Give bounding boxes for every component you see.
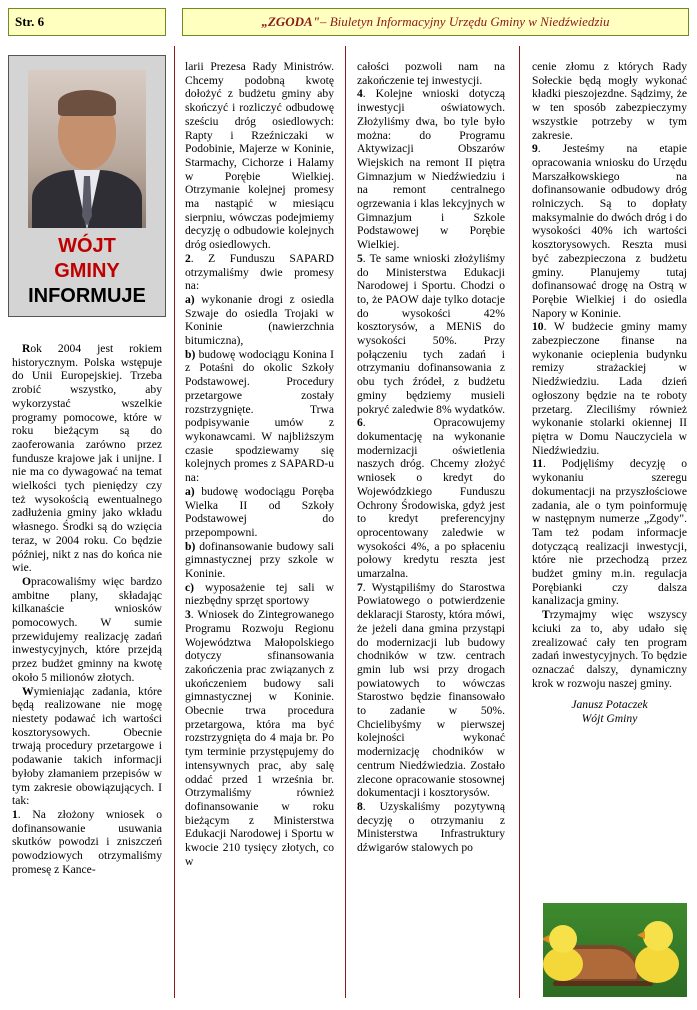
paragraph-text: pracowaliśmy więc bardzo ambitne plany, składając kilkanaście wniosków pomocowych. W sumie przewidujemy realizację zadań inwestycyjnych, które przejdą przez budżet gminny na kwotę około 5 milionów złotych.	[12, 574, 162, 684]
paragraph	[185, 60, 334, 252]
paragraph	[357, 800, 505, 855]
paragraph	[532, 608, 687, 690]
column-rule-2	[345, 46, 346, 998]
item-number: 5	[357, 251, 363, 265]
paragraph-text: ok 2004 jest rokiem historycznym. Polska wstępuje do Unii Europejskiej. Trzeba zrobić wszystko, aby wykorzystać wszelkie programy pomocowe, które w roku bieżącym są do zaoferowania zarówno przez fundusze krajowe jak i unijne. I nie ma co dywagować na temat wielkości tych pieniędzy czy też wysokością ewentualnego zadłużenia gminy jako wkładu własnego. Środki są do wzięcia teraz, w 2004 roku. Co będzie później, nikt z nas do końca nie wie.	[12, 342, 162, 575]
paragraph-text: . Kolejne wnioski dotyczą inwestycji oświatowych. Złożyliśmy dwa, bo tyle było można: do Programu Aktywizacji Obszarów Wiejskich na remont II piętra Gimnazjum w Niedźwiedziu i na remont centralnego ogrzewania i klas lekcyjnych w Gimnazjum i Szkole Podstawowej w Porębie Wielkiej.	[357, 87, 505, 252]
article-column-4	[532, 60, 687, 726]
item-number: b)	[185, 347, 196, 361]
page-number	[8, 8, 166, 36]
headline-title	[9, 234, 165, 309]
paragraph-lead-letter: R	[22, 342, 31, 355]
item-number: 6	[357, 416, 363, 430]
paragraph-lead-letter: T	[542, 608, 550, 622]
signature-name: Janusz Potaczek	[571, 698, 648, 712]
paragraph-text: . W budżecie gminy mamy zabezpieczone finanse na wykonanie ocieplenia budynku remizy strażackiej w Niedźwiedziu. Lada dzień ogłoszony będzie na te roboty przetarg. Zleciliśmy również wykonanie stolarki okiennej II piętra w Domu Nauczyciela w Niedźwiedziu.	[532, 320, 687, 457]
paragraph-text: . Opracowujemy dokumentację na wykonanie modernizacji oświetlenia naszych dróg. Chcemy złożyć wniosek o kredyt do Wojewódzkiego Funduszu Ochrony Środowiska, gdyż jest to kredyt preferencyjny oprocentowany zaledwie w wysokości 4%, a po spłaceniu połowy kredytu reszta jest umarzalna.	[357, 416, 505, 581]
paragraph-text: wykonanie drogi z osiedla Szwaje do osiedla Trojaki w Koninie (nawierzchnia bitumiczna),	[185, 292, 334, 348]
paragraph	[357, 87, 505, 251]
bulletin-name: „ZGODA"	[261, 14, 320, 29]
signature-role: Wójt Gminy	[581, 712, 638, 726]
paragraph-text: . Uzyskaliśmy pozytywną decyzję o otrzymaniu z Ministerstwa Infrastruktury dźwigarów stalowych po	[357, 799, 505, 855]
paragraph	[532, 142, 687, 320]
paragraph	[12, 808, 162, 877]
paragraph	[357, 60, 505, 87]
paragraph-text: . Na złożony wniosek o dofinansowanie usuwania skutków powodzi i zniszczeń powodziowych otrzymaliśmy promesę z Kance-	[12, 807, 162, 876]
paragraph	[12, 685, 162, 808]
paragraph-text: larii Prezesa Rady Ministrów. Chcemy podobną kwotę dołożyć z budżetu gminy aby skończyć i rozliczyć odbudowę sześciu dróg osiedlowych: Rapty i Rzeźniczaki w Podobinie, Majerze w Koninie, Starmachy, Cichorze i Halamy w Porębie Wielkiej. Otrzymanie kolejnej promesy ma nastąpić w miesiącu sierpniu, wówczas podejmiemy decyzję o odbudowie kolejnych dróg osiedlowych.	[185, 60, 334, 252]
paragraph	[185, 348, 334, 485]
paragraph-lead-letter: W	[22, 684, 34, 698]
paragraph-text: . Z Funduszu SAPARD otrzymaliśmy dwie promesy na:	[185, 251, 334, 293]
paragraph	[357, 581, 505, 800]
article-column-2	[185, 60, 334, 868]
paragraph	[532, 60, 687, 142]
headline-box	[8, 55, 166, 317]
paragraph-text: . Jesteśmy na etapie opracowania wniosku do Urzędu Marszałkowskiego na dofinansowanie odbudowy dróg rolniczych. Są to dopłaty maksymalnie do dwóch dróg i do wysokości 40% ich wartości kosztorysowych. Reszta musi być zabezpieczona z budżetu gminy. Planujemy tutaj dofinansować drogę na Ostrą w Porębie Wielkiej i do osiedla Napory w Koninie.	[532, 142, 687, 320]
paragraph	[185, 293, 334, 348]
paragraph	[185, 608, 334, 868]
bulletin-header	[182, 8, 689, 36]
paragraph	[532, 320, 687, 457]
paragraph	[185, 252, 334, 293]
item-number: c)	[185, 580, 195, 594]
item-number: 3	[185, 608, 191, 622]
article-column-1	[12, 342, 162, 876]
headline-line-3: INFORMUJE	[28, 285, 146, 307]
column-rule-3	[519, 46, 520, 998]
paragraph	[357, 252, 505, 416]
item-number: 10	[532, 320, 544, 334]
paragraph-text: budowę wodociągu Konina I z Potaśni do okolic Szkoły Podstawowej. Procedury przetargowe zostały rozstrzygnięte. Trwa podpisywanie umów z wykonawcami. W najbliższym czasie spodziewamy się kolejnych promes z SAPARD-u na:	[185, 347, 334, 485]
item-number: 11	[532, 457, 543, 471]
paragraph-text: dofinansowanie budowy sali gimnastycznej przy szkole w Koninie.	[185, 539, 334, 581]
paragraph-text: . Wystąpiliśmy do Starostwa Powiatowego o potwierdzenie deklaracji Starosty, która mówi, że jeżeli dana gmina przystąpi do modernizacji lub budowy chodników w tzw. centrach gmin lub wsi przy drogach powiatowych to wówczas Starostwo będzie finansowało to zadanie w 50%. Chcielibyśmy w pierwszej kolejności wykonać modernizację chodników w centrum Niedźwiedzia. Zostało zlecone opracowanie stosownej dokumentacji i kosztorysów.	[357, 580, 505, 800]
paragraph-text: ymieniając zadania, które będą realizowane nie mogę niestety podawać ich wartości kosztorysowych. Obecnie trwają procedury przetargowe i podawanie takich informacji byłoby złamaniem przepisów w tym zakresie obowiązujących. I tak:	[12, 684, 162, 808]
article-column-3	[357, 60, 505, 855]
paragraph	[185, 540, 334, 581]
item-number: 7	[357, 580, 363, 594]
item-number: 1	[12, 807, 18, 821]
paragraph-text: całości pozwoli nam na zakończenie tej inwestycji.	[357, 60, 505, 87]
headline-line-1: WÓJT	[58, 235, 116, 257]
paragraph	[185, 581, 334, 608]
page-number-text: Str. 6	[15, 14, 45, 29]
item-number: a)	[185, 484, 195, 498]
paragraph	[12, 342, 162, 575]
paragraph-text: wyposażenie tej sali w niezbędny sprzęt sportowy	[185, 580, 334, 608]
item-number: 2	[185, 251, 191, 265]
headline-line-2: GMINY	[54, 260, 120, 282]
paragraph-text: budowę wodociągu Poręba Wielka II od Szkoły Podstawowej do przepompowni.	[185, 484, 334, 539]
paragraph	[185, 485, 334, 540]
paragraph-text: rzymajmy więc wszyscy kciuki za to, aby udało się zrealizować cały ten program zadań inwestycyjnych. To będzie oznaczać dalszy, dynamiczny krok w rozwoju naszej gminy.	[532, 608, 687, 690]
item-number: a)	[185, 292, 195, 306]
paragraph-text: . Wniosek do Zintegrowanego Programu Rozwoju Regionu Województwa Małopolskiego dotyczy sfinansowania zakończenia prac związanych z ukończeniem budowy sali gimnastycznej w Koninie. Obecnie trwa procedura przetargowa, która ma być rozstrzygnięta do 4 maja br. Po tym terminie przystępujemy do intensywnych prac, aby salę oddać przed 1 września br. Otrzymaliśmy również dofinansowanie w roku bieżącym z Ministerstwa Edukacji Narodowej i Sportu w kwocie 210 tysięcy złotych, co w	[185, 608, 334, 868]
chicks-on-sled-illustration	[543, 903, 687, 997]
mayor-portrait-photo	[28, 70, 146, 228]
item-number: 4	[357, 87, 363, 101]
bulletin-subtitle: – Biuletyn Informacyjny Urzędu Gminy w Niedźwiedziu	[319, 14, 610, 29]
paragraph-lead-letter: O	[22, 574, 32, 588]
paragraph	[12, 575, 162, 685]
item-number: b)	[185, 539, 196, 553]
item-number: 9	[532, 142, 538, 156]
item-number: 8	[357, 799, 363, 813]
paragraph-text: . Podjęliśmy decyzję o wykonaniu szeregu dokumentacji na przyszłościowe zadania, ale o tym poinformuję w następnym numerze „Zgody". Tam też podam informacje dotyczącą realizacji inwestycji, które nie przechodzą przez budżet gminy m.in. regulacja Porębianki czy dalsza kanalizacja gminy.	[532, 457, 687, 608]
column-rule-1	[174, 46, 175, 998]
paragraph-text: . Te same wnioski złożyliśmy do Ministerstwa Edukacji Narodowej i Sportu. Chodzi o to, że PAOW daje tylko dotacje do wysokości 42% kosztorysów, a MENiS do wysokości 50%. Przy połączeniu tych zadań i otrzymaniu dofinansowania z obu tych źródeł, z budżetu gminy będziemy musieli pokryć zaledwie 8% wydatków.	[357, 251, 505, 416]
paragraph	[532, 457, 687, 608]
paragraph-text: cenie złomu z których Rady Sołeckie będą mogły wykonać kładki pieszojezdne. Sądzimy, że w ten sposób zabezpieczymy wszystkie potrzeby w tym zakresie.	[532, 60, 687, 142]
paragraph	[357, 416, 505, 580]
signature	[532, 698, 687, 726]
